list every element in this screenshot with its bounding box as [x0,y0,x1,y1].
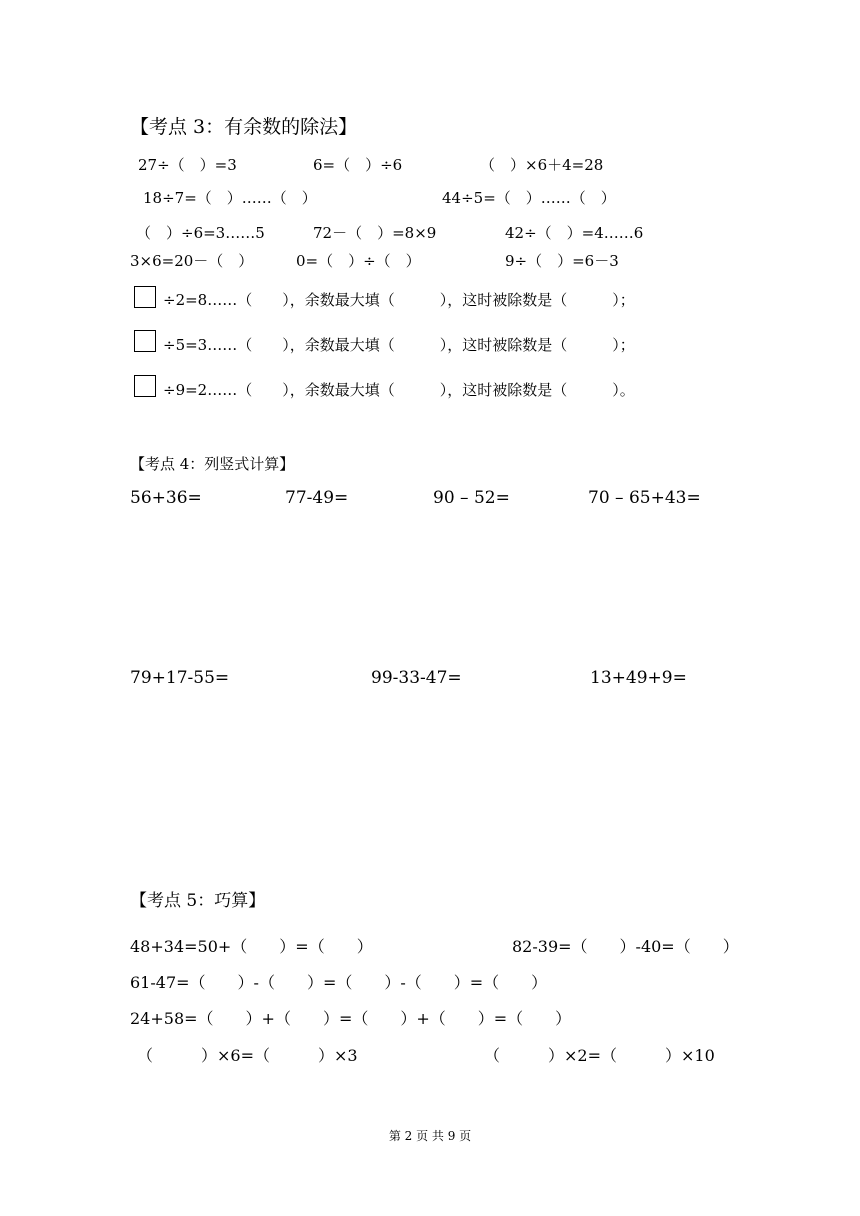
exercise: 72－（ ）=8×9 [313,224,437,242]
exercise: 0=（ ）÷（ ） [296,252,421,270]
exercise: （ ）÷6=3……5 [136,224,265,242]
mental-calc: （ ）×2=（ ）×10 [484,1046,715,1065]
vertical-calc: 79+17-55= [130,668,230,688]
box-exercise: ÷9=2……（ ），余数最大填（ ），这时被除数是（ ）。 [163,381,635,399]
vertical-calc: 70 – 65+43= [588,488,701,508]
blank-box [134,286,156,308]
vertical-calc: 99-33-47= [371,668,462,688]
section-3-heading: 【考点 3：有余数的除法】 [130,116,358,138]
exercise: 6=（ ）÷6 [313,156,403,174]
vertical-calc: 77-49= [285,488,349,508]
vertical-calc: 90 – 52= [433,488,510,508]
box-exercise: ÷5=3……（ ），余数最大填（ ），这时被除数是（ ）； [163,336,635,354]
blank-box [134,375,156,397]
mental-calc: 48+34=50+（ ）=（ ） [130,937,373,956]
exercise: 42÷（ ）=4……6 [505,224,644,242]
exercise: 44÷5=（ ）……（ ） [442,189,616,207]
page-footer: 第 2 页 共 9 页 [388,1129,472,1143]
vertical-calc: 56+36= [130,488,202,508]
section-4-heading: 【考点 4：列竖式计算】 [130,455,295,473]
exercise: 9÷（ ）=6－3 [505,252,619,270]
box-exercise: ÷2=8……（ ），余数最大填（ ），这时被除数是（ ）； [163,291,635,309]
section-5-heading: 【考点 5：巧算】 [130,891,266,911]
blank-box [134,330,156,352]
mental-calc: 82-39=（ ）-40=（ ） [512,937,739,956]
exercise: 18÷7=（ ）……（ ） [143,189,317,207]
vertical-calc: 13+49+9= [590,668,687,688]
exercise: 3×6=20－（ ） [130,252,254,270]
exercise: （ ）×6＋4=28 [480,156,604,174]
mental-calc: 61-47=（ ）-（ ）=（ ）-（ ）=（ ） [130,973,548,992]
mental-calc: （ ）×6=（ ）×3 [137,1046,358,1065]
exercise: 27÷（ ）=3 [138,156,237,174]
mental-calc: 24+58=（ ）+（ ）=（ ）+（ ）=（ ） [130,1009,572,1028]
